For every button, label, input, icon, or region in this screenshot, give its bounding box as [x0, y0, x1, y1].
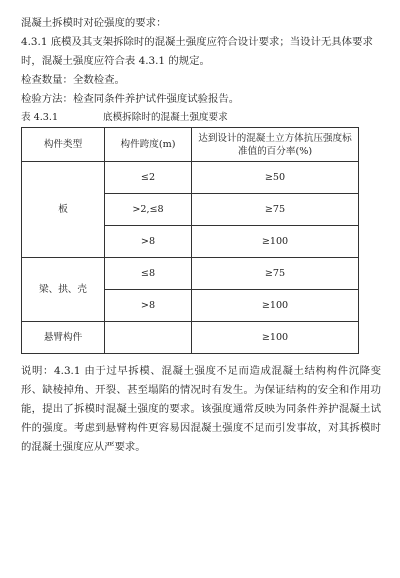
table-row: [22, 162, 359, 194]
percent-cell: ≥100: [192, 290, 359, 322]
explanation-note: 说明：4.3.1 由于过早拆模、混凝土强度不足而造成混凝土结构构件沉降变形、缺棱掉角、开裂、甚至塌陷的情况时有发生。为保证结构的安全和作用功能，提出了拆模时混凝土强度的要求。该强度通常反映为同条件养护混凝土试件的强度。考虑到悬臂构件更容易因混凝土强度不足而引发事故，对其拆模时的混凝土强度应从严要求。: [21, 365, 381, 453]
check-method: 检验方法：检查同条件养护试件强度试验报告。: [21, 93, 240, 105]
header-member-type: 构件类型: [22, 128, 105, 162]
percent-cell: ≥75: [192, 258, 359, 290]
member-type-cell: 板: [22, 162, 105, 258]
check-quantity: 检查数量：全数检查。: [21, 74, 125, 86]
percent-cell: ≥75: [192, 194, 359, 226]
strength-table: [21, 127, 359, 354]
header-span: 构件跨度(m): [105, 128, 192, 162]
heading-line: 混凝土拆模时对砼强度的要求：: [21, 17, 167, 29]
span-cell: ≤8: [105, 258, 192, 290]
table-number: 表 4.3.1: [21, 112, 59, 123]
table-row: [22, 322, 359, 354]
table-caption: [21, 110, 381, 125]
span-cell: >8: [105, 226, 192, 258]
document-page: [21, 14, 381, 467]
percent-cell: ≥100: [192, 322, 359, 354]
member-type-cell: 梁、拱、壳: [22, 258, 105, 322]
header-percent: 达到设计的混凝土立方体抗压强度标准值的百分率(%): [192, 128, 359, 162]
clause-4-3-1: 4.3.1 底模及其支架拆除时的混凝土强度应符合设计要求；当设计无具体要求时，混凝土强度应符合表 4.3.1 的规定。: [21, 36, 373, 67]
table-header-row: [22, 128, 359, 162]
span-cell: >2,≤8: [105, 194, 192, 226]
member-type-cell: 悬臂构件: [22, 322, 105, 354]
span-cell: >8: [105, 290, 192, 322]
span-cell: [105, 322, 192, 354]
percent-cell: ≥100: [192, 226, 359, 258]
percent-cell: ≥50: [192, 162, 359, 194]
span-cell: ≤2: [105, 162, 192, 194]
table-title: 底模拆除时的混凝土强度要求: [103, 112, 228, 123]
table-row: [22, 258, 359, 290]
